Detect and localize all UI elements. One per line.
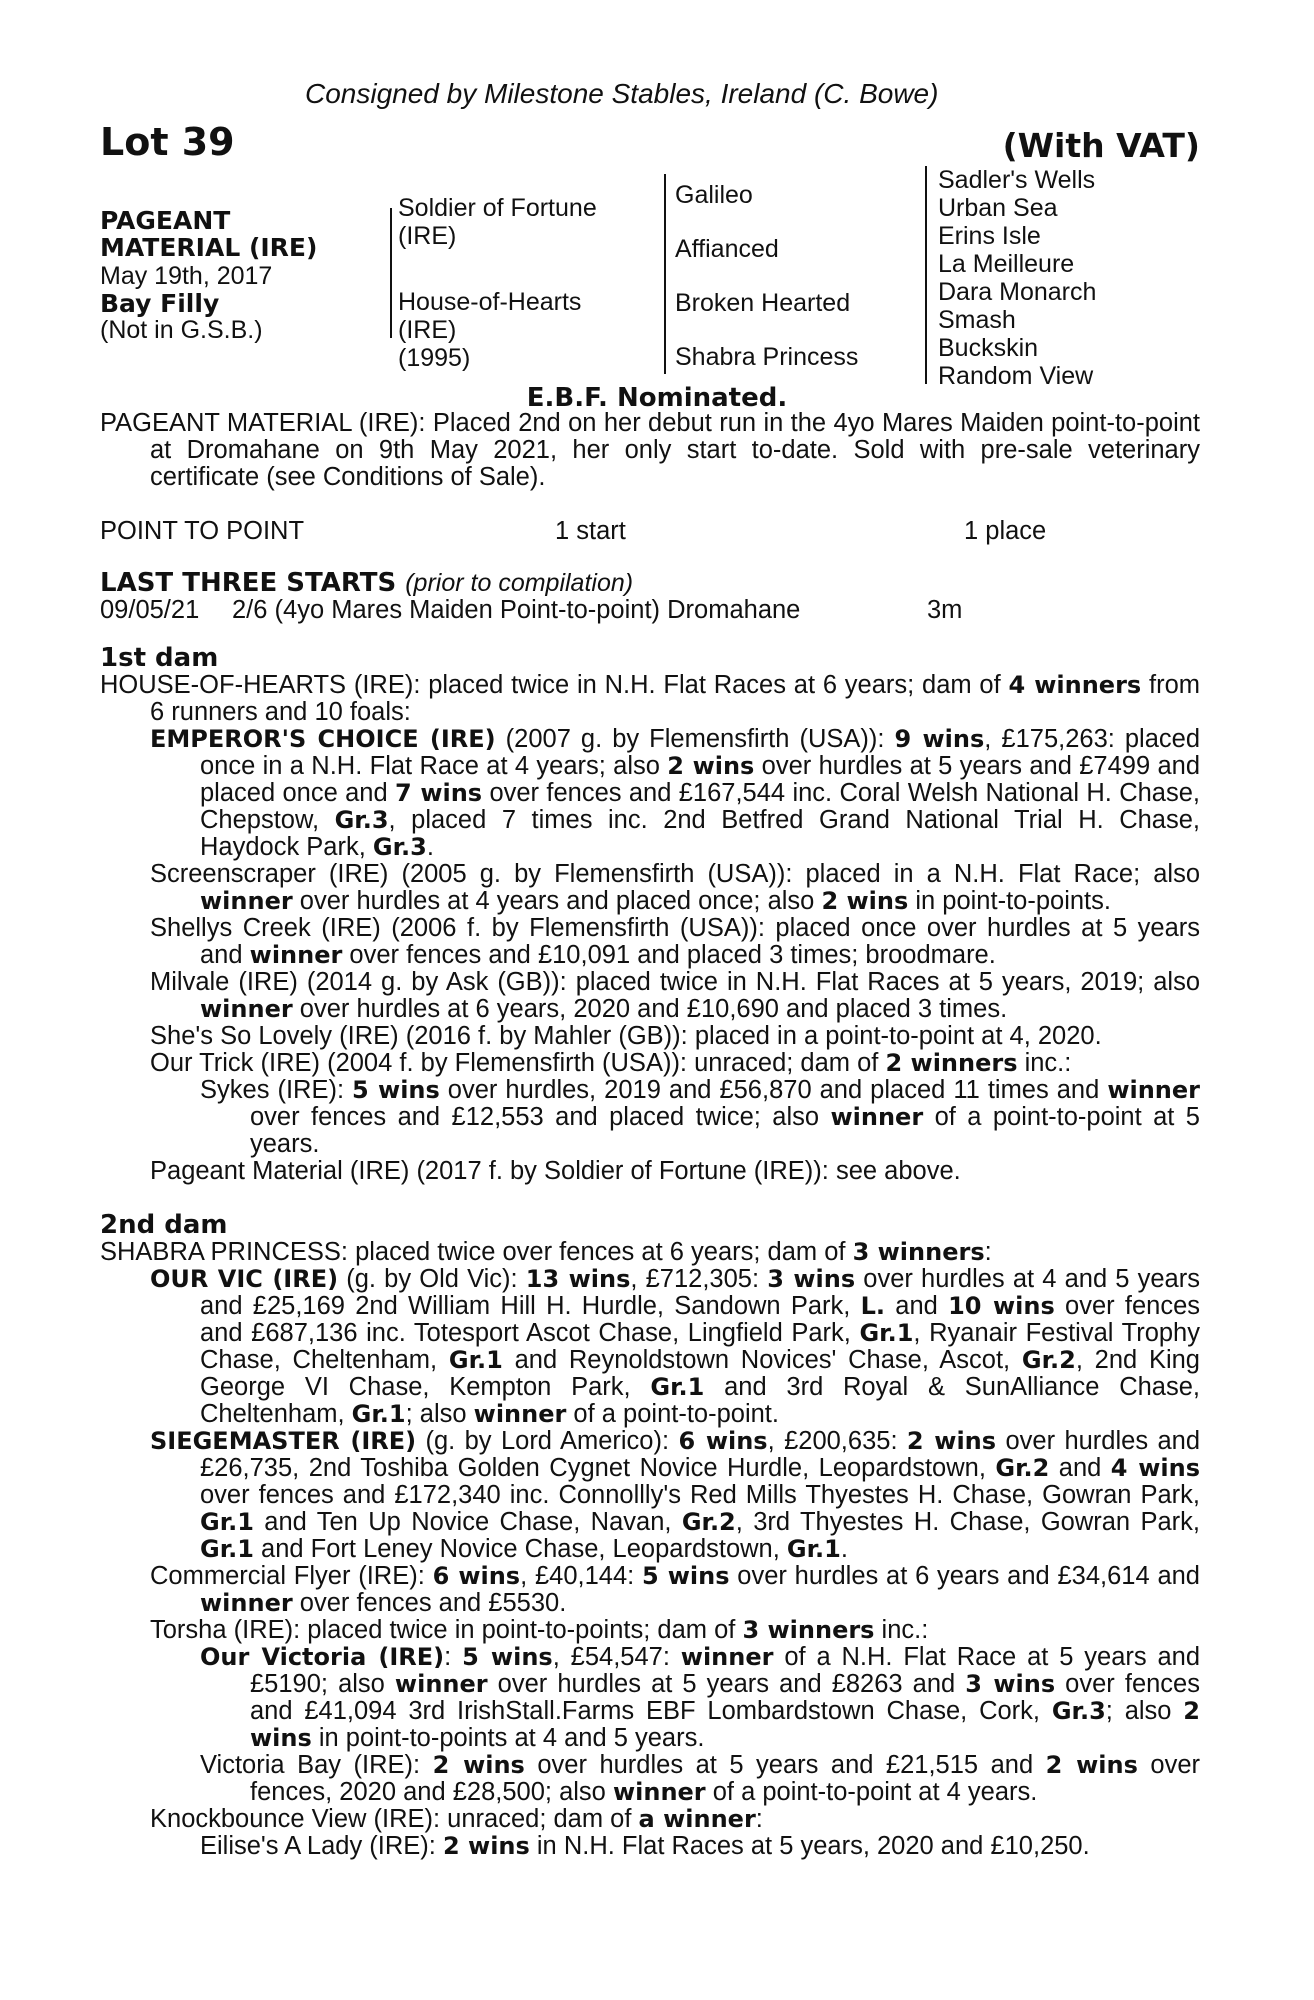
record-places: 1 place [964, 517, 1047, 545]
dam-country: (IRE) [398, 316, 457, 344]
record-row [100, 518, 1200, 552]
horse-dob: May 19th, 2017 [100, 262, 273, 290]
first-dam-p7: Our Trick (IRE) (2004 f. by Flemensfirth (USA)): unraced; dam of 2 winners inc.: [150, 1049, 1072, 1077]
ggp-6: Smash [938, 306, 1016, 334]
start-race: 2/6 (4yo Mares Maiden Point-to-point) Dromahane [232, 596, 801, 624]
first-dam-p9: Pageant Material (IRE) (2017 f. by Soldier of Fortune (IRE)): see above. [150, 1157, 961, 1185]
pedigree-bracket-2 [664, 174, 666, 374]
horse-name-line1: PAGEANT [100, 206, 231, 235]
first-dam-p2: EMPEROR'S CHOICE (IRE) (2007 g. by Flemensfirth (USA)): 9 wins, £175,263: placed once in a N.H. Flat Race at 4 years; also 2 wins over hurdles at 5 years and £7499 and placed once and 7 wins over fences and £167,544 inc. Coral Welsh National H. Chase, Chepstow, Gr.3, placed 7 times inc. 2nd Betfred Grand National Trial H. Chase, Haydock Park, Gr.3. [150, 725, 1201, 861]
last-three-note: (prior to compilation) [405, 569, 634, 597]
second-dam-heading: 2nd dam [100, 1210, 228, 1240]
second-dam-p3: SIEGEMASTER (IRE) (g. by Lord Americo): 6 wins, £200,635: 2 wins over hurdles and £26,735, 2nd Toshiba Golden Cygnet Novice Hurdle, Leopardstown, Gr.2 and 4 wins over fences and £172,340 inc. Connollly's Red Mills Thyestes H. Chase, Gowran Park, Gr.1 and Ten Up Novice Chase, Navan, Gr.2, 3rd Thyestes H. Chase, Gowran Park, Gr.1 and Fort Leney Novice Chase, Leopardstown, Gr.1. [150, 1427, 1201, 1563]
ggp-2: Urban Sea [938, 194, 1058, 222]
ggp-5: Dara Monarch [938, 278, 1097, 306]
pedigree-sire [398, 194, 597, 250]
pedigree-dam [398, 288, 581, 372]
second-dam-p8: Knockbounce View (IRE): unraced; dam of a winner: [150, 1805, 763, 1833]
first-dam-p1: HOUSE-OF-HEARTS (IRE): placed twice in N.H. Flat Races at 6 years; dam of 4 winners from 6 runners and 10 foals: [100, 671, 1200, 726]
great-grandparents [938, 166, 1096, 390]
pedigree-bracket-1 [390, 208, 392, 338]
lot-number: Lot 39 [100, 120, 235, 164]
second-dam-p5: Torsha (IRE): placed twice in point-to-points; dam of 3 winners inc.: [150, 1616, 929, 1644]
consignor-line: Consigned by Milestone Stables, Ireland (C. Bowe) [305, 78, 939, 109]
horse-name-line2: MATERIAL (IRE) [100, 233, 318, 262]
second-dam-p6: Our Victoria (IRE): 5 wins, £54,547: winner of a N.H. Flat Race at 5 years and £5190; also winner over hurdles at 5 years and £8263 and 3 wins over fences and £41,094 3rd IrishStall.Farms EBF Lombardstown Chase, Cork, Gr.3; also 2 wins in point-to-points at 4 and 5 years. [200, 1643, 1201, 1752]
gsb-note: (Not in G.S.B.) [100, 316, 263, 344]
ggp-4: La Meilleure [938, 250, 1075, 278]
ggp-3: Erins Isle [938, 222, 1041, 250]
grandparent-2: Affianced [675, 235, 779, 263]
ggp-1: Sadler's Wells [938, 166, 1096, 194]
start-date: 09/05/21 [100, 596, 200, 624]
first-dam-p8: Sykes (IRE): 5 wins over hurdles, 2019 and £56,870 and placed 11 times and winner over fences and £12,553 and placed twice; also winner of a point-to-point at 5 years. [200, 1076, 1200, 1158]
start-distance: 3m [927, 596, 963, 624]
first-dam-heading: 1st dam [100, 643, 219, 673]
vat-note: (With VAT) [1002, 126, 1200, 165]
sire-name: Soldier of Fortune [398, 194, 597, 222]
second-dam-p9: Eilise's A Lady (IRE): 2 wins in N.H. Flat Races at 5 years, 2020 and £10,250. [200, 1832, 1090, 1860]
first-dam-p5: Milvale (IRE) (2014 g. by Ask (GB)): placed twice in N.H. Flat Races at 5 years, 2019; also winner over hurdles at 6 years, 2020 and £10,690 and placed 3 times. [150, 968, 1200, 1023]
dam-name: House-of-Hearts [398, 288, 582, 316]
last-three-section [100, 570, 1200, 627]
pedigree-bracket-3 [925, 166, 927, 384]
intro-paragraph: PAGEANT MATERIAL (IRE): Placed 2nd on her debut run in the 4yo Mares Maiden point-to-point at Dromahane on 9th May 2021, her only start to-date. Sold with pre-sale veterinary certificate (see Conditions of Sale). [100, 409, 1200, 491]
ebf-nominated: E.B.F. Nominated. [526, 383, 788, 413]
grandparent-4: Shabra Princess [675, 343, 859, 371]
second-dam-p2: OUR VIC (IRE) (g. by Old Vic): 13 wins, £712,305: 3 wins over hurdles at 4 and 5 years and £25,169 2nd William Hill H. Hurdle, Sandown Park, L. and 10 wins over fences and £687,136 inc. Totesport Ascot Chase, Lingfield Park, Gr.1, Ryanair Festival Trophy Chase, Cheltenham, Gr.1 and Reynoldstown Novices' Chase, Ascot, Gr.2, 2nd King George VI Chase, Kempton Park, Gr.1 and 3rd Royal & SunAlliance Chase, Cheltenham, Gr.1; also winner of a point-to-point. [150, 1265, 1200, 1428]
record-starts: 1 start [555, 517, 626, 545]
first-dam-p3: Screenscraper (IRE) (2005 g. by Flemensfirth (USA)): placed in a N.H. Flat Race; also winner over hurdles at 4 years and placed once; also 2 wins in point-to-points. [150, 860, 1200, 915]
record-label: POINT TO POINT [100, 517, 305, 545]
last-three-heading: LAST THREE STARTS [100, 568, 397, 598]
intro-section [100, 410, 1200, 491]
second-dam-p4: Commercial Flyer (IRE): 6 wins, £40,144: 5 wins over hurdles at 6 years and £34,614 and winner over fences and £5530. [150, 1562, 1200, 1617]
grandparent-1: Galileo [675, 181, 753, 209]
dam-year: (1995) [398, 344, 471, 372]
second-dam-p7: Victoria Bay (IRE): 2 wins over hurdles at 5 years and £21,515 and 2 wins over fences, 2020 and £28,500; also winner of a point-to-point at 4 years. [200, 1751, 1201, 1806]
horse-sex: Bay Filly [100, 289, 220, 318]
first-dam-section [100, 645, 1200, 1185]
second-dam-p1: SHABRA PRINCESS: placed twice over fences at 6 years; dam of 3 winners: [100, 1238, 992, 1266]
first-dam-p6: She's So Lovely (IRE) (2016 f. by Mahler (GB)): placed in a point-to-point at 4, 2020. [150, 1022, 1102, 1050]
ggp-8: Random View [938, 362, 1094, 390]
first-dam-p4: Shellys Creek (IRE) (2006 f. by Flemensfirth (USA)): placed once over hurdles at 5 years and winner over fences and £10,091 and placed 3 times; broodmare. [150, 914, 1200, 969]
grandparent-3: Broken Hearted [675, 289, 851, 317]
sire-country: (IRE) [398, 222, 457, 250]
ggp-7: Buckskin [938, 334, 1039, 362]
second-dam-section [100, 1212, 1200, 1860]
